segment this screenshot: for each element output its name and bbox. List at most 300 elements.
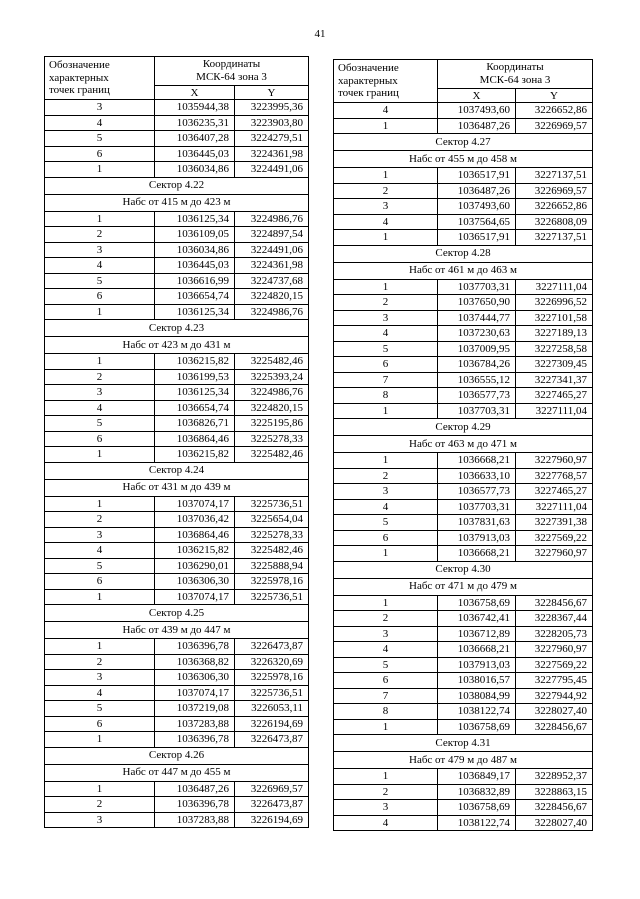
- table-row: [45, 558, 309, 574]
- x-coordinate: 1036445,03: [155, 258, 235, 274]
- table-row: [45, 496, 309, 512]
- point-designation-header: [45, 57, 155, 100]
- sector-title: Сектор 4.31: [334, 735, 593, 752]
- point-number: 5: [334, 657, 438, 673]
- point-number: 1: [45, 162, 155, 178]
- y-coordinate: 3226969,57: [516, 183, 593, 199]
- x-coordinate: 1037703,31: [438, 403, 516, 419]
- x-coordinate: 1037230,63: [438, 326, 516, 342]
- table-row: [45, 527, 309, 543]
- y-coordinate: 3227309,45: [516, 357, 593, 373]
- x-coordinate: 1037074,17: [155, 685, 235, 701]
- x-coordinate: 1036445,03: [155, 146, 235, 162]
- y-coordinate: 3225978,16: [235, 574, 309, 590]
- sector-depth-row: [45, 479, 309, 496]
- y-coordinate: 3227960,97: [516, 642, 593, 658]
- sector-title: Сектор 4.24: [45, 462, 309, 479]
- y-coordinate: 3225736,51: [235, 496, 309, 512]
- point-number: 1: [45, 496, 155, 512]
- point-number: 1: [45, 447, 155, 463]
- x-coordinate: 1036654,74: [155, 289, 235, 305]
- x-coordinate: 1036864,46: [155, 527, 235, 543]
- x-coordinate: 1036668,21: [438, 453, 516, 469]
- x-coordinate: 1036864,46: [155, 431, 235, 447]
- x-coordinate: 1037913,03: [438, 657, 516, 673]
- y-coordinate: 3224897,54: [235, 227, 309, 243]
- table-row: [334, 657, 593, 673]
- point-number: 2: [45, 369, 155, 385]
- table-row: [45, 797, 309, 813]
- point-number: 2: [334, 611, 438, 627]
- sector-depth-range: Набс от 471 м до 479 м: [334, 578, 593, 595]
- point-number: 2: [45, 797, 155, 813]
- sector-depth-row: [45, 622, 309, 639]
- point-number: 6: [45, 716, 155, 732]
- x-coordinate: 1035944,38: [155, 100, 235, 116]
- y-coordinate: 3224491,06: [235, 242, 309, 258]
- table-row: [45, 685, 309, 701]
- table-row: [45, 781, 309, 797]
- x-coordinate: 1036396,78: [155, 639, 235, 655]
- table-row: [45, 354, 309, 370]
- x-coordinate: 1036215,82: [155, 354, 235, 370]
- y-coordinate: 3226194,69: [235, 716, 309, 732]
- y-coordinate: 3224361,98: [235, 258, 309, 274]
- y-coordinate: 3226194,69: [235, 812, 309, 828]
- x-coordinate: 1036712,89: [438, 626, 516, 642]
- table-row: [334, 673, 593, 689]
- x-coordinate: 1037493,60: [438, 103, 516, 119]
- y-coordinate: 3227465,27: [516, 388, 593, 404]
- x-coordinate: 1036290,01: [155, 558, 235, 574]
- y-coordinate: 3228952,37: [516, 769, 593, 785]
- x-coordinate: 1037703,31: [438, 499, 516, 515]
- sector-depth-row: [45, 337, 309, 354]
- table-row: [334, 530, 593, 546]
- header-label-line: характерных: [338, 74, 398, 87]
- sector-title: Сектор 4.23: [45, 320, 309, 337]
- coordinates-table-left: [44, 56, 309, 828]
- table-row: [334, 468, 593, 484]
- coordinates-header: [155, 57, 309, 86]
- point-number: 4: [334, 642, 438, 658]
- table-row: [334, 199, 593, 215]
- x-coordinate: 1036784,26: [438, 357, 516, 373]
- point-number: 4: [334, 326, 438, 342]
- sector-depth-range: Набс от 455 м до 458 м: [334, 151, 593, 168]
- table-row: [45, 543, 309, 559]
- x-column-header: X: [438, 89, 516, 103]
- sector-depth-range: Набс от 479 м до 487 м: [334, 752, 593, 769]
- table-row: [334, 326, 593, 342]
- y-coordinate: 3227391,38: [516, 515, 593, 531]
- sector-depth-row: [45, 194, 309, 211]
- point-number: 5: [45, 701, 155, 717]
- point-number: 1: [334, 769, 438, 785]
- table-row: [45, 146, 309, 162]
- point-number: 6: [334, 357, 438, 373]
- sector-title-row: [334, 735, 593, 752]
- x-coordinate: 1037703,31: [438, 279, 516, 295]
- point-number: 4: [334, 815, 438, 831]
- table-row: [45, 115, 309, 131]
- sector-title: Сектор 4.27: [334, 134, 593, 151]
- x-coordinate: 1038122,74: [438, 704, 516, 720]
- table-row: [45, 273, 309, 289]
- x-coordinate: 1036487,26: [438, 118, 516, 134]
- y-coordinate: 3227768,57: [516, 468, 593, 484]
- y-coordinate: 3228027,40: [516, 815, 593, 831]
- y-coordinate: 3227569,22: [516, 657, 593, 673]
- y-coordinate: 3223903,80: [235, 115, 309, 131]
- x-coordinate: 1037564,65: [438, 214, 516, 230]
- sector-depth-range: Набс от 461 м до 463 м: [334, 262, 593, 279]
- x-coordinate: 1037283,88: [155, 812, 235, 828]
- header-label-line: Обозначение: [49, 59, 110, 71]
- y-coordinate: 3225393,24: [235, 369, 309, 385]
- point-number: 1: [334, 230, 438, 246]
- table-row: [334, 372, 593, 388]
- table-row: [334, 103, 593, 119]
- x-coordinate: 1036125,34: [155, 304, 235, 320]
- y-coordinate: 3225195,86: [235, 416, 309, 432]
- header-label-line: характерных: [49, 71, 109, 84]
- y-coordinate: 3225482,46: [235, 447, 309, 463]
- y-coordinate: 3227960,97: [516, 546, 593, 562]
- sector-title: Сектор 4.25: [45, 605, 309, 622]
- sector-title: Сектор 4.29: [334, 419, 593, 436]
- y-coordinate: 3225278,33: [235, 527, 309, 543]
- point-number: 1: [334, 719, 438, 735]
- x-coordinate: 1037493,60: [438, 199, 516, 215]
- table-row: [334, 388, 593, 404]
- table-row: [45, 211, 309, 227]
- point-number: 2: [45, 512, 155, 528]
- y-coordinate: 3225736,51: [235, 589, 309, 605]
- point-number: 4: [334, 499, 438, 515]
- table-row: [334, 341, 593, 357]
- table-row: [334, 595, 593, 611]
- table-row: [334, 230, 593, 246]
- table-row: [45, 242, 309, 258]
- y-coordinate: 3225888,94: [235, 558, 309, 574]
- sector-title: Сектор 4.22: [45, 177, 309, 194]
- x-coordinate: 1038084,99: [438, 688, 516, 704]
- y-coordinate: 3225482,46: [235, 354, 309, 370]
- x-coordinate: 1036517,91: [438, 168, 516, 184]
- point-number: 1: [45, 304, 155, 320]
- point-number: 5: [45, 416, 155, 432]
- sector-title: Сектор 4.28: [334, 245, 593, 262]
- table-row: [334, 214, 593, 230]
- header-label-line: точек границ: [49, 84, 110, 96]
- y-coordinate: 3227101,58: [516, 310, 593, 326]
- y-coordinate: 3227341,37: [516, 372, 593, 388]
- y-coordinate: 3224986,76: [235, 385, 309, 401]
- table-row: [45, 400, 309, 416]
- x-coordinate: 1037444,77: [438, 310, 516, 326]
- table-row: [334, 642, 593, 658]
- table-row: [45, 369, 309, 385]
- sector-title-row: [45, 177, 309, 194]
- table-row: [334, 704, 593, 720]
- y-coordinate: 3226808,09: [516, 214, 593, 230]
- point-number: 3: [334, 800, 438, 816]
- point-number: 1: [334, 595, 438, 611]
- y-coordinate: 3226969,57: [516, 118, 593, 134]
- y-coordinate: 3227189,13: [516, 326, 593, 342]
- x-coordinate: 1037009,95: [438, 341, 516, 357]
- point-number: 4: [45, 115, 155, 131]
- y-coordinate: 3228456,67: [516, 595, 593, 611]
- x-coordinate: 1036487,26: [155, 781, 235, 797]
- table-row: [45, 670, 309, 686]
- sector-title: Сектор 4.30: [334, 561, 593, 578]
- sector-depth-row: [334, 752, 593, 769]
- sector-title-row: [45, 462, 309, 479]
- table-row: [45, 701, 309, 717]
- sector-depth-row: [334, 262, 593, 279]
- sector-title-row: [45, 320, 309, 337]
- sector-depth-row: [334, 151, 593, 168]
- table-row: [45, 100, 309, 116]
- sector-title-row: [334, 561, 593, 578]
- x-coordinate: 1036306,30: [155, 670, 235, 686]
- x-coordinate: 1038016,57: [438, 673, 516, 689]
- point-number: 3: [45, 100, 155, 116]
- x-coordinate: 1036654,74: [155, 400, 235, 416]
- sector-depth-row: [334, 436, 593, 453]
- x-coordinate: 1036034,86: [155, 162, 235, 178]
- x-coordinate: 1037036,42: [155, 512, 235, 528]
- point-number: 1: [45, 354, 155, 370]
- header-title-line: МСК-64 зона 3: [479, 74, 551, 86]
- x-coordinate: 1036668,21: [438, 642, 516, 658]
- sector-depth-row: [45, 764, 309, 781]
- y-coordinate: 3228456,67: [516, 800, 593, 816]
- y-coordinate: 3227111,04: [516, 403, 593, 419]
- point-number: 5: [334, 341, 438, 357]
- x-coordinate: 1038122,74: [438, 815, 516, 831]
- y-column-header: Y: [235, 86, 309, 100]
- table-row: [45, 589, 309, 605]
- table-row: [45, 258, 309, 274]
- x-coordinate: 1036487,26: [438, 183, 516, 199]
- table-row: [334, 815, 593, 831]
- table-row: [334, 515, 593, 531]
- sector-depth-row: [334, 578, 593, 595]
- sector-depth-range: Набс от 439 м до 447 м: [45, 622, 309, 639]
- point-number: 3: [334, 310, 438, 326]
- x-coordinate: 1036633,10: [438, 468, 516, 484]
- point-number: 3: [334, 199, 438, 215]
- point-number: 1: [334, 546, 438, 562]
- x-coordinate: 1037831,63: [438, 515, 516, 531]
- header-row: [334, 60, 593, 89]
- point-number: 2: [334, 784, 438, 800]
- x-coordinate: 1036109,05: [155, 227, 235, 243]
- table-row: [334, 626, 593, 642]
- point-number: 4: [334, 103, 438, 119]
- point-number: 5: [334, 515, 438, 531]
- y-coordinate: 3227137,51: [516, 168, 593, 184]
- header-label-line: точек границ: [338, 87, 399, 99]
- point-number: 1: [45, 639, 155, 655]
- table-row: [45, 385, 309, 401]
- table-row: [45, 812, 309, 828]
- point-number: 6: [45, 146, 155, 162]
- x-coordinate: 1036758,69: [438, 595, 516, 611]
- table-row: [334, 118, 593, 134]
- y-coordinate: 3227137,51: [516, 230, 593, 246]
- x-column-header: X: [155, 86, 235, 100]
- x-coordinate: 1036306,30: [155, 574, 235, 590]
- point-number: 2: [334, 183, 438, 199]
- point-number: 3: [45, 527, 155, 543]
- x-coordinate: 1037219,08: [155, 701, 235, 717]
- table-row: [45, 162, 309, 178]
- table-row: [334, 403, 593, 419]
- point-number: 5: [45, 273, 155, 289]
- x-coordinate: 1036832,89: [438, 784, 516, 800]
- table-row: [334, 499, 593, 515]
- y-coordinate: 3224279,51: [235, 131, 309, 147]
- x-coordinate: 1036758,69: [438, 800, 516, 816]
- point-number: 8: [334, 704, 438, 720]
- y-coordinate: 3225736,51: [235, 685, 309, 701]
- y-coordinate: 3226996,52: [516, 295, 593, 311]
- x-coordinate: 1036826,71: [155, 416, 235, 432]
- point-number: 6: [45, 431, 155, 447]
- point-number: 1: [334, 403, 438, 419]
- table-row: [45, 716, 309, 732]
- x-coordinate: 1036215,82: [155, 543, 235, 559]
- coordinates-header: [438, 60, 593, 89]
- y-coordinate: 3226652,86: [516, 103, 593, 119]
- point-number: 7: [334, 372, 438, 388]
- point-number: 4: [45, 685, 155, 701]
- table-row: [334, 769, 593, 785]
- y-column-header: Y: [516, 89, 593, 103]
- y-coordinate: 3224820,15: [235, 400, 309, 416]
- point-number: 6: [334, 673, 438, 689]
- point-number: 3: [334, 484, 438, 500]
- table-row: [334, 484, 593, 500]
- point-number: 3: [45, 670, 155, 686]
- y-coordinate: 3226652,86: [516, 199, 593, 215]
- point-number: 5: [45, 558, 155, 574]
- table-row: [334, 784, 593, 800]
- point-number: 1: [334, 279, 438, 295]
- y-coordinate: 3223995,36: [235, 100, 309, 116]
- table-row: [334, 295, 593, 311]
- point-number: 3: [45, 385, 155, 401]
- sector-title-row: [334, 419, 593, 436]
- point-number: 1: [334, 453, 438, 469]
- y-coordinate: 3224361,98: [235, 146, 309, 162]
- table-row: [334, 719, 593, 735]
- point-number: 4: [45, 400, 155, 416]
- point-number: 3: [334, 626, 438, 642]
- table-row: [334, 357, 593, 373]
- sector-depth-range: Набс от 423 м до 431 м: [45, 337, 309, 354]
- point-number: 2: [334, 295, 438, 311]
- header-label-line: Обозначение: [338, 62, 399, 74]
- y-coordinate: 3225278,33: [235, 431, 309, 447]
- table-row: [45, 131, 309, 147]
- sector-title-row: [334, 134, 593, 151]
- point-number: 6: [45, 574, 155, 590]
- y-coordinate: 3226969,57: [235, 781, 309, 797]
- point-number: 4: [45, 543, 155, 559]
- sector-title-row: [45, 605, 309, 622]
- y-coordinate: 3227111,04: [516, 499, 593, 515]
- y-coordinate: 3228367,44: [516, 611, 593, 627]
- table-row: [45, 289, 309, 305]
- x-coordinate: 1036555,12: [438, 372, 516, 388]
- y-coordinate: 3224986,76: [235, 211, 309, 227]
- x-coordinate: 1036368,82: [155, 654, 235, 670]
- y-coordinate: 3228027,40: [516, 704, 593, 720]
- x-coordinate: 1036125,34: [155, 211, 235, 227]
- point-number: 2: [45, 654, 155, 670]
- y-coordinate: 3227111,04: [516, 279, 593, 295]
- point-number: 1: [45, 589, 155, 605]
- table-row: [334, 453, 593, 469]
- table-row: [334, 546, 593, 562]
- table-row: [45, 227, 309, 243]
- x-coordinate: 1036396,78: [155, 797, 235, 813]
- table-row: [334, 688, 593, 704]
- y-coordinate: 3226473,87: [235, 732, 309, 748]
- sector-title-row: [45, 747, 309, 764]
- point-number: 4: [334, 214, 438, 230]
- x-coordinate: 1037074,17: [155, 589, 235, 605]
- point-number: 7: [334, 688, 438, 704]
- point-number: 2: [334, 468, 438, 484]
- table-row: [45, 574, 309, 590]
- x-coordinate: 1036616,99: [155, 273, 235, 289]
- x-coordinate: 1036742,41: [438, 611, 516, 627]
- header-row: [45, 57, 309, 86]
- header-title-line: МСК-64 зона 3: [196, 71, 267, 83]
- table-row: [334, 183, 593, 199]
- point-number: 1: [334, 168, 438, 184]
- sector-title: Сектор 4.26: [45, 747, 309, 764]
- y-coordinate: 3227795,45: [516, 673, 593, 689]
- point-number: 4: [45, 258, 155, 274]
- table-row: [45, 639, 309, 655]
- y-coordinate: 3224737,68: [235, 273, 309, 289]
- point-number: 8: [334, 388, 438, 404]
- point-number: 1: [45, 732, 155, 748]
- table-row: [334, 611, 593, 627]
- table-row: [45, 512, 309, 528]
- table-row: [334, 310, 593, 326]
- table-row: [334, 800, 593, 816]
- x-coordinate: 1036199,53: [155, 369, 235, 385]
- x-coordinate: 1037283,88: [155, 716, 235, 732]
- x-coordinate: 1036758,69: [438, 719, 516, 735]
- sector-depth-range: Набс от 431 м до 439 м: [45, 479, 309, 496]
- x-coordinate: 1036517,91: [438, 230, 516, 246]
- table-row: [45, 431, 309, 447]
- x-coordinate: 1036034,86: [155, 242, 235, 258]
- y-coordinate: 3228456,67: [516, 719, 593, 735]
- x-coordinate: 1036215,82: [155, 447, 235, 463]
- header-title-line: Координаты: [486, 61, 544, 73]
- sector-depth-range: Набс от 463 м до 471 м: [334, 436, 593, 453]
